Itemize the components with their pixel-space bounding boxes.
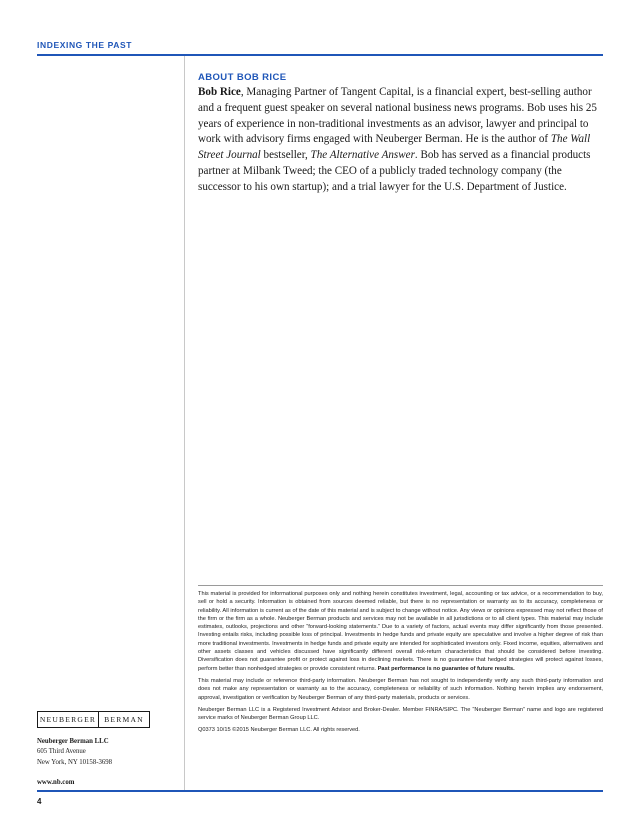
firm-address (37, 737, 112, 768)
address-line-1: 605 Third Avenue (37, 748, 86, 756)
disclaimer-paragraph-2: This material may include or reference third-party information. Neuberger Berman has not sought to independently verify any such third-party information and does not make any representation or warranty as to the accuracy, completeness or reliability of such information. Nothing herein implies any endorsement, approval, investigation or verification by Neuberger Berman of any third-party materials, products or services. (198, 677, 603, 701)
top-rule (37, 54, 603, 56)
bio-paragraph (198, 85, 606, 196)
column-divider (184, 56, 185, 790)
about-title: ABOUT BOB RICE (198, 72, 287, 83)
disclaimer-bold: Past performance is no guarantee of future results. (377, 665, 515, 672)
bottom-rule (37, 790, 603, 792)
bio-text-2: bestseller, (260, 149, 311, 162)
address-line-2: New York, NY 10158-3698 (37, 758, 113, 766)
disclaimer-rule (198, 585, 603, 586)
bio-book-2: The Alternative Answer (310, 149, 415, 162)
logo-left-text: NEUBERGER (38, 712, 99, 727)
bio-text-3: . Bob has served as a financial products partner at Milbank Tweed; the CEO of a publicly traded technology company (the successor to his own startup); and a trial lawyer for the U.S. Department of Justice. (198, 149, 591, 193)
bio-name: Bob Rice (198, 86, 241, 98)
disclaimer-paragraph-3: Neuberger Berman LLC is a Registered Investment Advisor and Broker-Dealer. Member FINRA/SIPC. The “Neuberger Berman” name and logo are registered service marks of Neuberger Berman Group LLC. (198, 706, 603, 722)
website-link[interactable]: www.nb.com (37, 779, 75, 786)
bio-text-1: , Managing Partner of Tangent Capital, is a financial expert, best-selling author and a frequent guest speaker on several national business news programs. Bob uses his 25 years of experience in non-traditional investments as an advisor, lawyer and principal to work with advisory firms engaged with Neuberger Berman. He is the author of (198, 86, 597, 146)
bio-book-1: The Wall Street Journal (198, 133, 591, 162)
disclaimer-text-1: This material is provided for informational purposes only and nothing herein constitutes investment, legal, accounting or tax advice, or a recommendation to buy, sell or hold a security. Information is obtained from sources deemed reliable, but there is no representation or warranty as to its accuracy, completeness or reliability. All information is current as of the date of this material and is subject to change without notice. Any views or opinions expressed may not reflect those of the firm or the firm as a whole. Neuberger Berman products and services may not be available in all jurisdictions or to all client types. This material may include estimates, outlooks, projections and other “forward-looking statements.” Due to a variety of factors, actual events may differ significantly from those presented. Investing entails risks, including possible loss of principal. Investments in hedge funds and private equity are speculative and involve a higher degree of risk than more traditional investments. Investments in hedge funds and private equity are intended for sophisticated investors only. Fixed income, equities, alternatives and other assets classes and vehicles discussed have significantly different overall risk-return characteristics that should be considered before investing. Diversification does not guarantee profit or protect against loss in declining markets. There is no guarantee that hedged strategies will protect against losses, perform better than nonhedged strategies or provide consistent returns. (198, 591, 603, 672)
disclaimer (198, 590, 603, 739)
disclaimer-job-code: Q0373 10/15 ©2015 Neuberger Berman LLC. All rights reserved. (198, 727, 360, 734)
page-number: 4 (37, 797, 42, 806)
firm-name: Neuberger Berman LLC (37, 738, 109, 745)
neuberger-berman-logo (37, 711, 150, 728)
disclaimer-paragraph-1 (198, 590, 603, 673)
section-header: INDEXING THE PAST (37, 40, 133, 50)
logo-right-text: BERMAN (104, 715, 144, 724)
